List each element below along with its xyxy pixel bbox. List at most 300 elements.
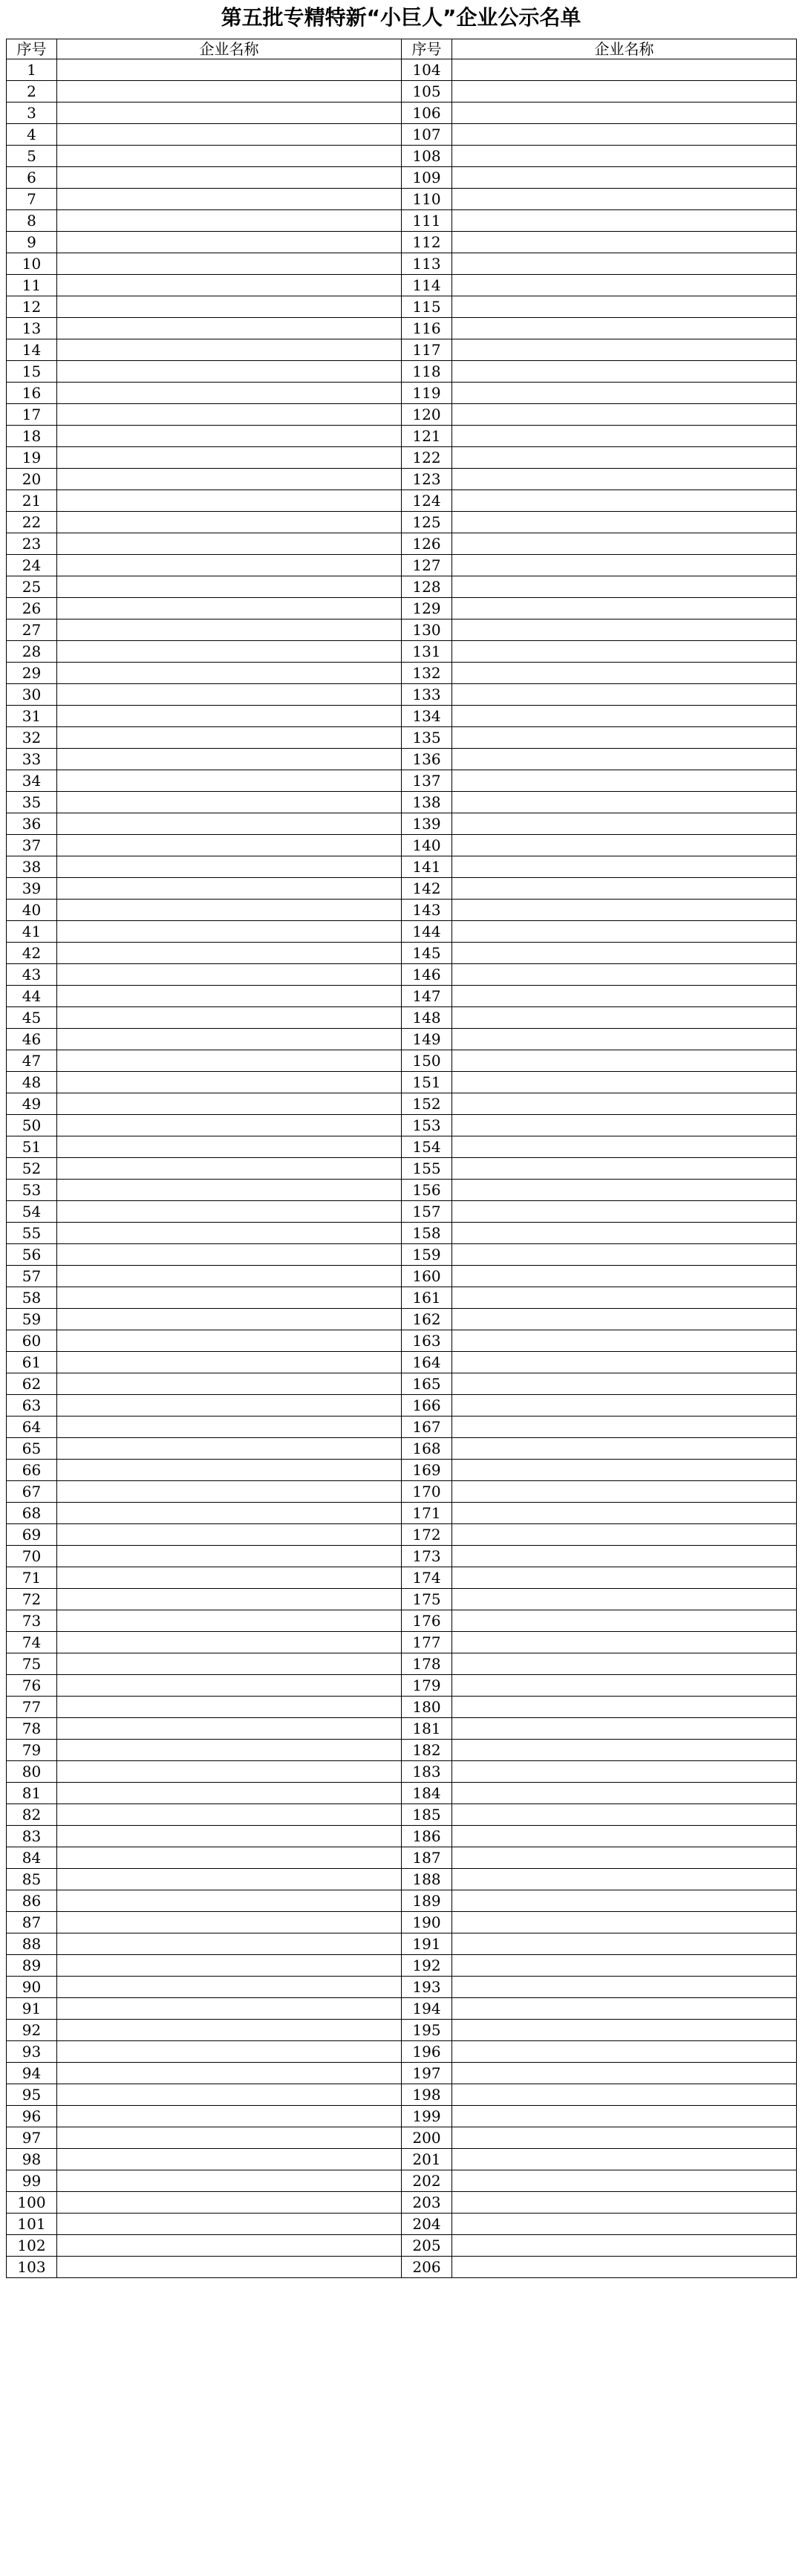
row-number: 55 <box>7 1223 57 1244</box>
company-name <box>57 835 402 856</box>
row-number: 203 <box>402 2192 452 2214</box>
table-row <box>7 813 797 835</box>
table-row <box>7 1136 797 1158</box>
table-row <box>7 2106 797 2127</box>
company-name <box>452 2235 797 2257</box>
company-name <box>452 684 797 706</box>
company-name <box>452 1933 797 1955</box>
row-number: 157 <box>402 1201 452 1223</box>
table-row <box>7 792 797 813</box>
company-name <box>57 1589 402 1610</box>
table-row <box>7 512 797 533</box>
company-name <box>452 2063 797 2084</box>
company-name <box>57 59 402 81</box>
row-number: 192 <box>402 1955 452 1977</box>
row-number: 170 <box>402 1481 452 1503</box>
row-number: 180 <box>402 1697 452 1718</box>
table-row <box>7 1093 797 1115</box>
row-number: 135 <box>402 727 452 749</box>
company-name <box>57 1330 402 1352</box>
page-title: 第五批专精特新“小巨人”企业公示名单 <box>221 5 581 30</box>
company-name <box>452 2084 797 2106</box>
company-name <box>57 555 402 576</box>
row-number: 119 <box>402 383 452 404</box>
row-number: 32 <box>7 727 57 749</box>
row-number: 146 <box>402 964 452 986</box>
table-row <box>7 404 797 426</box>
table-row <box>7 296 797 318</box>
company-name <box>57 619 402 641</box>
company-name <box>57 1180 402 1201</box>
table-row <box>7 1417 797 1438</box>
company-name <box>452 275 797 296</box>
row-number: 186 <box>402 1826 452 1847</box>
table-row <box>7 124 797 146</box>
row-number: 23 <box>7 533 57 555</box>
row-number: 132 <box>402 663 452 684</box>
table-row <box>7 2257 797 2278</box>
row-number: 93 <box>7 2041 57 2063</box>
row-number: 120 <box>402 404 452 426</box>
row-number: 62 <box>7 1373 57 1395</box>
row-number: 28 <box>7 641 57 663</box>
table-row <box>7 1395 797 1417</box>
row-number: 14 <box>7 339 57 361</box>
company-name <box>452 296 797 318</box>
row-number: 172 <box>402 1524 452 1546</box>
table-row <box>7 663 797 684</box>
table-body <box>7 59 797 2278</box>
row-number: 105 <box>402 81 452 103</box>
row-number: 165 <box>402 1373 452 1395</box>
company-name <box>57 275 402 296</box>
company-name <box>452 1050 797 1072</box>
row-number: 108 <box>402 146 452 167</box>
row-number: 151 <box>402 1072 452 1093</box>
row-number: 206 <box>402 2257 452 2278</box>
company-name <box>57 512 402 533</box>
company-name <box>57 1697 402 1718</box>
table-row <box>7 490 797 512</box>
company-name <box>57 2063 402 2084</box>
company-name <box>57 1050 402 1072</box>
table-row <box>7 1503 797 1524</box>
company-name <box>452 1136 797 1158</box>
company-name <box>57 232 402 253</box>
row-number: 8 <box>7 210 57 232</box>
row-number: 49 <box>7 1093 57 1115</box>
table-row <box>7 1804 797 1826</box>
row-number: 103 <box>7 2257 57 2278</box>
company-name <box>452 835 797 856</box>
row-number: 4 <box>7 124 57 146</box>
row-number: 84 <box>7 1847 57 1869</box>
company-name <box>57 210 402 232</box>
company-name <box>57 469 402 490</box>
company-name <box>452 576 797 598</box>
row-number: 202 <box>402 2170 452 2192</box>
row-number: 164 <box>402 1352 452 1373</box>
company-name <box>57 1890 402 1912</box>
row-number: 30 <box>7 684 57 706</box>
company-name <box>452 1180 797 1201</box>
company-name <box>452 1524 797 1546</box>
row-number: 24 <box>7 555 57 576</box>
row-number: 36 <box>7 813 57 835</box>
row-number: 21 <box>7 490 57 512</box>
row-number: 87 <box>7 1912 57 1933</box>
company-name <box>57 2235 402 2257</box>
company-name <box>57 1933 402 1955</box>
table-row <box>7 900 797 921</box>
row-number: 76 <box>7 1675 57 1697</box>
table-row <box>7 1632 797 1653</box>
table-row <box>7 1029 797 1050</box>
company-name <box>452 1072 797 1093</box>
row-number: 59 <box>7 1309 57 1330</box>
row-number: 25 <box>7 576 57 598</box>
table-row <box>7 339 797 361</box>
company-name <box>452 512 797 533</box>
company-name <box>452 1007 797 1029</box>
row-number: 114 <box>402 275 452 296</box>
row-number: 133 <box>402 684 452 706</box>
row-number: 136 <box>402 749 452 770</box>
table-row <box>7 1912 797 1933</box>
row-number: 7 <box>7 189 57 210</box>
company-name <box>452 81 797 103</box>
table-row <box>7 1890 797 1912</box>
company-name <box>57 1653 402 1675</box>
company-name <box>452 383 797 404</box>
company-name <box>452 404 797 426</box>
row-number: 145 <box>402 943 452 964</box>
company-name <box>452 2106 797 2127</box>
row-number: 177 <box>402 1632 452 1653</box>
company-name <box>57 339 402 361</box>
row-number: 109 <box>402 167 452 189</box>
table-row <box>7 447 797 469</box>
table-row <box>7 1847 797 1869</box>
company-name <box>57 2041 402 2063</box>
table-row <box>7 555 797 576</box>
company-name <box>452 1417 797 1438</box>
company-name <box>452 1675 797 1697</box>
row-number: 205 <box>402 2235 452 2257</box>
table-row <box>7 1761 797 1783</box>
company-name <box>452 1503 797 1524</box>
row-number: 139 <box>402 813 452 835</box>
row-number: 85 <box>7 1869 57 1890</box>
table-row <box>7 641 797 663</box>
row-number: 143 <box>402 900 452 921</box>
company-name <box>452 1912 797 1933</box>
table-row <box>7 1244 797 1266</box>
company-name <box>452 1438 797 1460</box>
company-name <box>452 2170 797 2192</box>
company-name <box>57 1309 402 1330</box>
row-number: 80 <box>7 1761 57 1783</box>
row-number: 159 <box>402 1244 452 1266</box>
row-number: 11 <box>7 275 57 296</box>
row-number: 72 <box>7 1589 57 1610</box>
row-number: 88 <box>7 1933 57 1955</box>
company-name <box>452 900 797 921</box>
row-number: 38 <box>7 856 57 878</box>
company-name <box>452 813 797 835</box>
company-name <box>452 964 797 986</box>
row-number: 162 <box>402 1309 452 1330</box>
table-row <box>7 1697 797 1718</box>
row-number: 75 <box>7 1653 57 1675</box>
row-number: 16 <box>7 383 57 404</box>
company-name <box>57 1826 402 1847</box>
company-name <box>452 2149 797 2170</box>
company-name <box>57 318 402 339</box>
company-name <box>57 964 402 986</box>
row-number: 121 <box>402 426 452 447</box>
company-name <box>57 1115 402 1136</box>
table-row <box>7 469 797 490</box>
company-name <box>452 1287 797 1309</box>
table-row <box>7 878 797 900</box>
row-number: 141 <box>402 856 452 878</box>
row-number: 181 <box>402 1718 452 1740</box>
table-row <box>7 232 797 253</box>
table-row <box>7 1567 797 1589</box>
table-row <box>7 1201 797 1223</box>
company-name <box>57 361 402 383</box>
company-name <box>57 792 402 813</box>
row-number: 167 <box>402 1417 452 1438</box>
company-name <box>57 663 402 684</box>
company-name <box>452 1718 797 1740</box>
row-number: 142 <box>402 878 452 900</box>
company-name <box>452 1093 797 1115</box>
company-name <box>57 727 402 749</box>
table-row <box>7 2063 797 2084</box>
row-number: 171 <box>402 1503 452 1524</box>
table-row <box>7 189 797 210</box>
row-number: 57 <box>7 1266 57 1287</box>
company-name <box>57 749 402 770</box>
company-name <box>452 1804 797 1826</box>
company-name <box>452 361 797 383</box>
row-number: 110 <box>402 189 452 210</box>
company-name <box>452 1546 797 1567</box>
company-name <box>452 856 797 878</box>
row-number: 184 <box>402 1783 452 1804</box>
row-number: 9 <box>7 232 57 253</box>
row-number: 97 <box>7 2127 57 2149</box>
table-row <box>7 81 797 103</box>
table-row <box>7 835 797 856</box>
company-name <box>452 59 797 81</box>
company-name <box>452 770 797 792</box>
table-row <box>7 1438 797 1460</box>
row-number: 101 <box>7 2214 57 2235</box>
row-number: 111 <box>402 210 452 232</box>
company-name <box>57 1223 402 1244</box>
company-name <box>452 533 797 555</box>
row-number: 69 <box>7 1524 57 1546</box>
company-name <box>452 1395 797 1417</box>
row-number: 48 <box>7 1072 57 1093</box>
company-name <box>452 103 797 124</box>
company-name <box>57 1783 402 1804</box>
row-number: 90 <box>7 1977 57 1998</box>
row-number: 188 <box>402 1869 452 1890</box>
company-name <box>452 1244 797 1266</box>
row-number: 56 <box>7 1244 57 1266</box>
company-name <box>452 1890 797 1912</box>
table-row <box>7 1481 797 1503</box>
company-name <box>57 1158 402 1180</box>
company-name <box>57 1481 402 1503</box>
company-name <box>57 1029 402 1050</box>
row-number: 47 <box>7 1050 57 1072</box>
company-name <box>57 1567 402 1589</box>
row-number: 89 <box>7 1955 57 1977</box>
company-name <box>57 2127 402 2149</box>
row-number: 197 <box>402 2063 452 2084</box>
company-name <box>57 1998 402 2020</box>
company-name <box>57 986 402 1007</box>
company-name <box>57 2214 402 2235</box>
company-name <box>57 1417 402 1438</box>
row-number: 81 <box>7 1783 57 1804</box>
row-number: 20 <box>7 469 57 490</box>
table-row <box>7 1998 797 2020</box>
row-number: 198 <box>402 2084 452 2106</box>
row-number: 161 <box>402 1287 452 1309</box>
company-name <box>452 447 797 469</box>
row-number: 42 <box>7 943 57 964</box>
company-name <box>57 167 402 189</box>
row-number: 37 <box>7 835 57 856</box>
company-name <box>57 296 402 318</box>
table-row <box>7 770 797 792</box>
company-name <box>57 1610 402 1632</box>
row-number: 107 <box>402 124 452 146</box>
table-row <box>7 146 797 167</box>
row-number: 73 <box>7 1610 57 1632</box>
company-name <box>57 1373 402 1395</box>
row-number: 27 <box>7 619 57 641</box>
table-row <box>7 361 797 383</box>
table-row <box>7 1977 797 1998</box>
row-number: 58 <box>7 1287 57 1309</box>
row-number: 15 <box>7 361 57 383</box>
company-name <box>57 490 402 512</box>
company-name <box>452 1761 797 1783</box>
row-number: 63 <box>7 1395 57 1417</box>
company-name <box>452 2020 797 2041</box>
company-name <box>452 1352 797 1373</box>
company-name <box>57 1977 402 1998</box>
company-name <box>452 1029 797 1050</box>
row-number: 19 <box>7 447 57 469</box>
row-number: 68 <box>7 1503 57 1524</box>
company-name <box>452 663 797 684</box>
row-number: 106 <box>402 103 452 124</box>
row-number: 17 <box>7 404 57 426</box>
row-number: 116 <box>402 318 452 339</box>
row-number: 70 <box>7 1546 57 1567</box>
company-name <box>57 1072 402 1093</box>
company-name <box>452 749 797 770</box>
company-name <box>57 900 402 921</box>
row-number: 123 <box>402 469 452 490</box>
company-name <box>452 1158 797 1180</box>
company-name <box>57 1136 402 1158</box>
company-name <box>57 598 402 619</box>
table-row <box>7 1610 797 1632</box>
company-name <box>57 1352 402 1373</box>
row-number: 130 <box>402 619 452 641</box>
company-name <box>452 1589 797 1610</box>
row-number: 95 <box>7 2084 57 2106</box>
row-number: 147 <box>402 986 452 1007</box>
company-name <box>57 1244 402 1266</box>
company-name <box>57 2257 402 2278</box>
company-name <box>57 1847 402 1869</box>
row-number: 134 <box>402 706 452 727</box>
table-row <box>7 1180 797 1201</box>
table-row <box>7 2214 797 2235</box>
company-name <box>57 146 402 167</box>
header-name-left: 企业名称 <box>57 39 402 59</box>
company-name <box>57 1869 402 1890</box>
company-name <box>452 1373 797 1395</box>
company-name <box>57 2020 402 2041</box>
row-number: 12 <box>7 296 57 318</box>
table-row <box>7 1072 797 1093</box>
company-name <box>57 189 402 210</box>
row-number: 99 <box>7 2170 57 2192</box>
company-name <box>57 1395 402 1417</box>
table-row <box>7 1933 797 1955</box>
row-number: 44 <box>7 986 57 1007</box>
company-name <box>57 253 402 275</box>
table-row <box>7 2170 797 2192</box>
row-number: 168 <box>402 1438 452 1460</box>
row-number: 3 <box>7 103 57 124</box>
company-name <box>452 1115 797 1136</box>
row-number: 100 <box>7 2192 57 2214</box>
header-no-left: 序号 <box>7 39 57 59</box>
company-name <box>452 253 797 275</box>
company-name <box>452 641 797 663</box>
row-number: 155 <box>402 1158 452 1180</box>
row-number: 71 <box>7 1567 57 1589</box>
company-name <box>452 986 797 1007</box>
row-number: 154 <box>402 1136 452 1158</box>
company-name <box>452 1847 797 1869</box>
table-row <box>7 598 797 619</box>
row-number: 199 <box>402 2106 452 2127</box>
row-number: 31 <box>7 706 57 727</box>
company-name <box>57 813 402 835</box>
company-name <box>57 1007 402 1029</box>
table-row <box>7 1330 797 1352</box>
row-number: 96 <box>7 2106 57 2127</box>
row-number: 13 <box>7 318 57 339</box>
company-name <box>452 2192 797 2214</box>
row-number: 98 <box>7 2149 57 2170</box>
company-name <box>452 1309 797 1330</box>
row-number: 156 <box>402 1180 452 1201</box>
